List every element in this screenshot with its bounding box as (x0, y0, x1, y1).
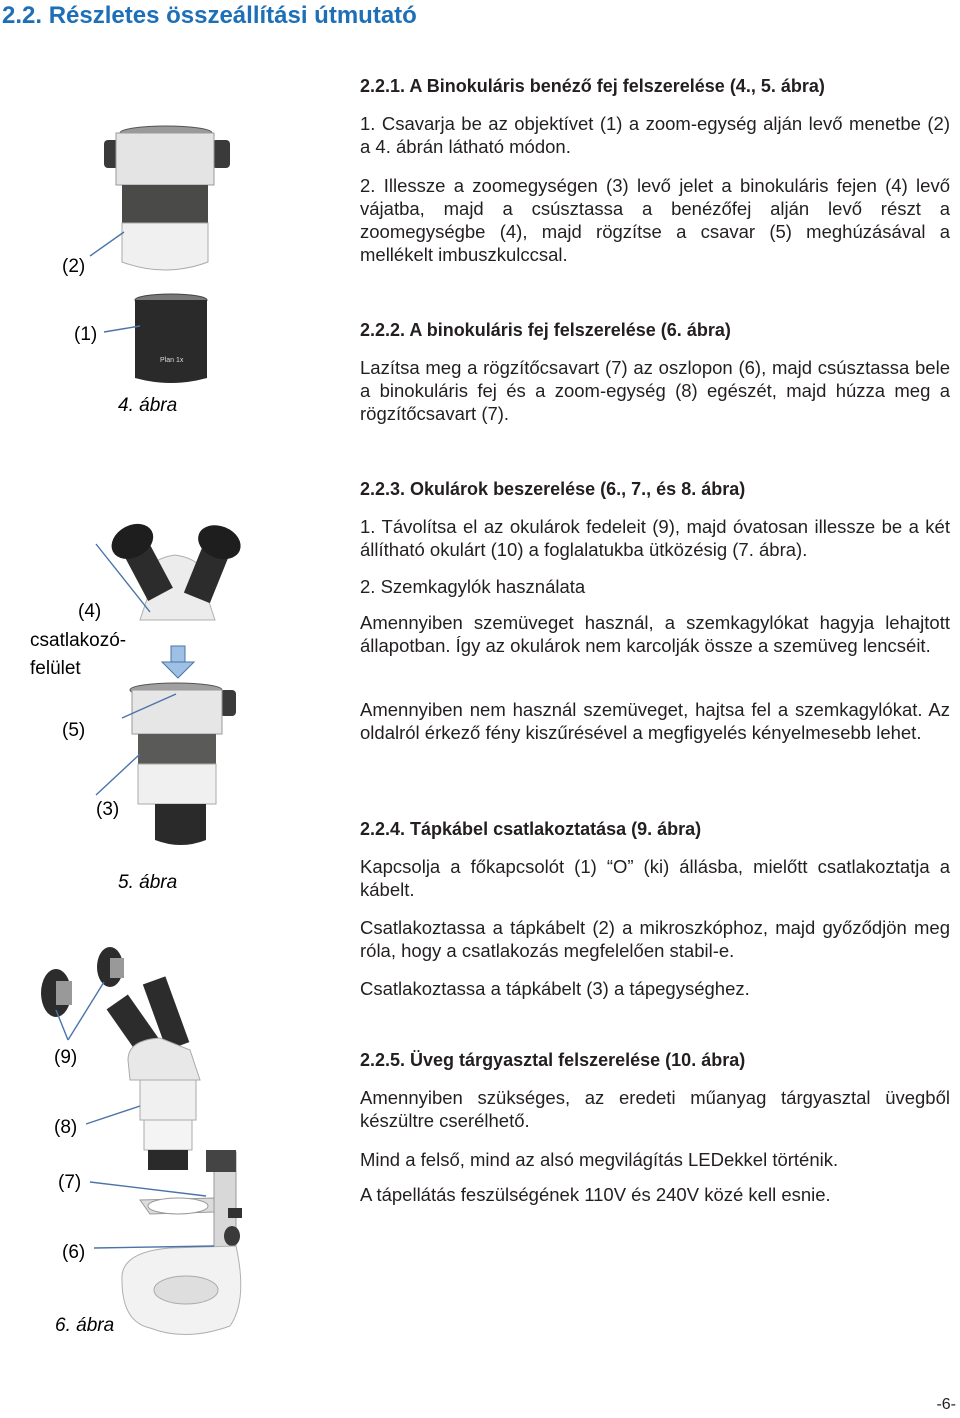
leader-line-8 (86, 1106, 140, 1124)
figure-6-label-7: (7) (58, 1172, 82, 1193)
section-2-2-2-heading: 2.2.2. A binokuláris fej felszerelése (6. ábra) (360, 320, 731, 340)
figure-5-label-4: (4) (78, 601, 102, 622)
figure-6-caption: 6. ábra (55, 1315, 115, 1336)
section-2-2-5-voltage: A tápellátás feszülségének 110V és 240V közé kell esnie. (360, 1184, 831, 1205)
down-arrow-icon (162, 646, 194, 678)
page-number: -6- (936, 1396, 956, 1413)
section-2-2-3-no-glasses: Amennyiben nem használ szemüveget, hajtsa fel a szemkagylókat. Az oldalról érkező fény kiszűrésével a megfigyelés kényelmesebb lehet. (360, 699, 950, 743)
figure-5-caption: 5. ábra (118, 872, 178, 893)
figure-4-caption: 4. ábra (118, 395, 178, 416)
section-2-2-3-step2: 2. Szemkagylók használata (360, 576, 586, 597)
zoom-unit-illustration (104, 126, 230, 270)
stereo-microscope-illustration (107, 976, 242, 1334)
figure-6-label-6: (6) (62, 1242, 86, 1263)
objective-marking: Plan 1x (160, 357, 184, 364)
section-2-2-1-step1: 1. Csavarja be az objektívet (1) a zoom-egység alján levő menetbe (2) a 4. ábrán látható módon. (360, 113, 950, 157)
leader-line-2 (90, 232, 124, 256)
objective-illustration (135, 294, 207, 383)
section-2-2-5-led: Mind a felső, mind az alsó megvilágítás LEDekkel történik. (360, 1149, 839, 1170)
figure-6-label-9: (9) (54, 1047, 78, 1068)
section-2-2-3-heading: 2.2.3. Okulárok beszerelése (6., 7., és 8. ábra) (360, 479, 746, 499)
figure-6 (0, 930, 350, 1418)
figure-4-label-1: (1) (74, 324, 98, 345)
figure-5-label-3: (3) (96, 799, 120, 820)
leader-line-1 (104, 326, 140, 332)
leader-line-3 (96, 754, 140, 795)
leader-line-9b (68, 982, 104, 1040)
section-2-2-4-heading: 2.2.4. Tápkábel csatlakoztatása (9. ábra) (360, 819, 702, 839)
figure-5 (0, 500, 350, 900)
section-2-2-1-heading: 2.2.1. A Binokuláris benéző fej felszerelése (4., 5. ábra) (360, 76, 825, 96)
figure-4-label-2: (2) (62, 256, 86, 277)
figure-5-label-5: (5) (62, 720, 86, 741)
section-2-2-1-step2: 2. Illessze a zoomegységen (3) levő jelet a binokuláris fejen (4) levő vájatba, majd a csúsztassa a benézőfej alján levő részt a zoomegységbe (4), majd rögzítse a csavar (5) meghúzásával a mellékelt imbuszkulccsal. (360, 175, 950, 265)
section-2-2-2-text: Lazítsa meg a rögzítőcsavart (7) az oszlopon (6), majd csúsztassa bele a binokuláris fej és a zoom-egység (8) egészét, majd húzza meg a rögzítőcsavart (7). (360, 357, 950, 424)
section-2-2-5-heading: 2.2.5. Üveg tárgyasztal felszerelése (10. ábra) (360, 1050, 746, 1070)
page-title: 2.2. Részletes összeállítási útmutató (2, 2, 417, 29)
section-2-2-5-stage: Amennyiben szükséges, az eredeti műanyag tárgyasztal üvegből készültre cserélhető. (360, 1087, 950, 1131)
section-2-2-3-step1: 1. Távolítsa el az okulárok fedeleit (9), majd óvatosan illessze be a két állítható okulárt (10) a foglalatukba ütközésig (7. ábra). (360, 516, 950, 560)
section-2-2-4-switch: Kapcsolja a főkapcsolót (1) “O” (ki) állásba, mielőtt csatlakoztatja a kábelt. (360, 856, 950, 900)
figure-6-label-8: (8) (54, 1117, 78, 1138)
binocular-head-illustration (105, 517, 245, 620)
section-2-2-3-glasses: Amennyiben szemüveget használ, a szemkagylókat hagyja lehajtott állapotban. Így az okulárok nem karcolják össze a szemüveg lencséit. (360, 612, 950, 656)
leader-line-7 (90, 1182, 206, 1196)
figure-4 (0, 0, 350, 450)
figure-5-label-interface-2: felület (30, 658, 81, 679)
figure-5-label-interface-1: csatlakozó- (30, 630, 127, 651)
section-2-2-4-connect: Csatlakoztassa a tápkábelt (2) a mikroszkóphoz, majd győződjön meg róla, hogy a csatlakozás megfelelően stabil-e. (360, 917, 950, 961)
section-2-2-4-psu: Csatlakoztassa a tápkábelt (3) a tápegységhez. (360, 978, 750, 999)
